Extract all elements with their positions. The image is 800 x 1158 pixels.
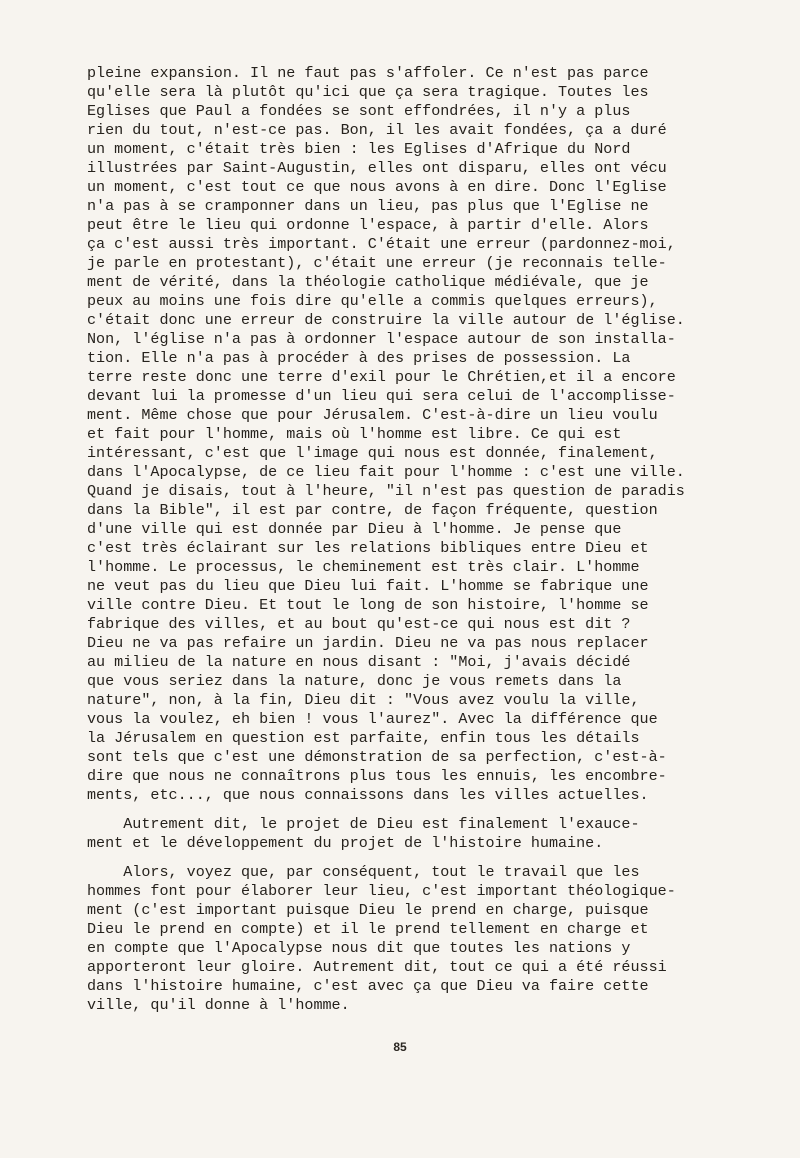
text-line: Eglises que Paul a fondées se sont effondrées, il n'y a plus xyxy=(87,102,631,120)
text-line: un moment, c'est tout ce que nous avons à en dire. Donc l'Eglise xyxy=(87,178,667,196)
paragraph-1 xyxy=(87,64,727,805)
paragraph-3 xyxy=(87,863,727,1015)
text-line: ments, etc..., que nous connaissons dans les villes actuelles. xyxy=(87,786,649,804)
text-line: Quand je disais, tout à l'heure, "il n'est pas question de paradis xyxy=(87,482,685,500)
text-line: dire que nous ne connaîtrons plus tous les ennuis, les encombre- xyxy=(87,767,667,785)
text-line: ment de vérité, dans la théologie catholique médiévale, que je xyxy=(87,273,649,291)
text-line: rien du tout, n'est-ce pas. Bon, il les avait fondées, ça a duré xyxy=(87,121,667,139)
text-line: peut être le lieu qui ordonne l'espace, à partir d'elle. Alors xyxy=(87,216,649,234)
text-line: et fait pour l'homme, mais où l'homme est libre. Ce qui est xyxy=(87,425,622,443)
text-line: ment et le développement du projet de l'histoire humaine. xyxy=(87,834,604,852)
text-line: n'a pas à se cramponner dans un lieu, pas plus que l'Eglise ne xyxy=(87,197,649,215)
page-number: 85 xyxy=(393,1040,407,1054)
text-line: Non, l'église n'a pas à ordonner l'espace autour de son installa- xyxy=(87,330,676,348)
text-line: ment. Même chose que pour Jérusalem. C'est-à-dire un lieu voulu xyxy=(87,406,658,424)
text-line: devant lui la promesse d'un lieu qui sera celui de l'accomplisse- xyxy=(87,387,676,405)
text-line: Dieu le prend en compte) et il le prend tellement en charge et xyxy=(87,920,649,938)
text-line: terre reste donc une terre d'exil pour le Chrétien,et il a encore xyxy=(87,368,676,386)
paragraph-2 xyxy=(87,815,727,853)
text-line: Autrement dit, le projet de Dieu est finalement l'exauce- xyxy=(87,815,640,833)
text-line: sont tels que c'est une démonstration de sa perfection, c'est-à- xyxy=(87,748,667,766)
text-line: intéressant, c'est que l'image qui nous est donnée, finalement, xyxy=(87,444,658,462)
text-line: d'une ville qui est donnée par Dieu à l'homme. Je pense que xyxy=(87,520,622,538)
text-line: Dieu ne va pas refaire un jardin. Dieu ne va pas nous replacer xyxy=(87,634,649,652)
text-line: l'homme. Le processus, le cheminement est très clair. L'homme xyxy=(87,558,640,576)
text-line: je parle en protestant), c'était une erreur (je reconnais telle- xyxy=(87,254,667,272)
text-line: que vous seriez dans la nature, donc je vous remets dans la xyxy=(87,672,622,690)
text-line: c'est très éclairant sur les relations bibliques entre Dieu et xyxy=(87,539,649,557)
text-line: dans l'histoire humaine, c'est avec ça que Dieu va faire cette xyxy=(87,977,649,995)
text-line: ne veut pas du lieu que Dieu lui fait. L'homme se fabrique une xyxy=(87,577,649,595)
text-line: Alors, voyez que, par conséquent, tout le travail que les xyxy=(87,863,640,881)
text-line: dans la Bible", il est par contre, de façon fréquente, question xyxy=(87,501,658,519)
text-line: ville, qu'il donne à l'homme. xyxy=(87,996,350,1014)
text-line: nature", non, à la fin, Dieu dit : "Vous avez voulu la ville, xyxy=(87,691,640,709)
text-line: hommes font pour élaborer leur lieu, c'est important théologique- xyxy=(87,882,676,900)
text-line: pleine expansion. Il ne faut pas s'affoler. Ce n'est pas parce xyxy=(87,64,649,82)
text-line: c'était donc une erreur de construire la ville autour de l'église. xyxy=(87,311,685,329)
text-line: tion. Elle n'a pas à procéder à des prises de possession. La xyxy=(87,349,631,367)
text-line: ment (c'est important puisque Dieu le prend en charge, puisque xyxy=(87,901,649,919)
text-line: peux au moins une fois dire qu'elle a commis quelques erreurs), xyxy=(87,292,658,310)
text-line: apporteront leur gloire. Autrement dit, tout ce qui a été réussi xyxy=(87,958,667,976)
text-line: ville contre Dieu. Et tout le long de son histoire, l'homme se xyxy=(87,596,649,614)
text-line: qu'elle sera là plutôt qu'ici que ça sera tragique. Toutes les xyxy=(87,83,649,101)
text-line: en compte que l'Apocalypse nous dit que toutes les nations y xyxy=(87,939,631,957)
text-line: au milieu de la nature en nous disant : "Moi, j'avais décidé xyxy=(87,653,631,671)
text-line: un moment, c'était très bien : les Eglises d'Afrique du Nord xyxy=(87,140,631,158)
text-line: dans l'Apocalypse, de ce lieu fait pour l'homme : c'est une ville. xyxy=(87,463,685,481)
text-line: vous la voulez, eh bien ! vous l'aurez". Avec la différence que xyxy=(87,710,658,728)
text-line: ça c'est aussi très important. C'était une erreur (pardonnez-moi, xyxy=(87,235,676,253)
text-line: la Jérusalem en question est parfaite, enfin tous les détails xyxy=(87,729,640,747)
text-line: fabrique des villes, et au bout qu'est-ce qui nous est dit ? xyxy=(87,615,631,633)
body-text xyxy=(87,64,727,1015)
text-line: illustrées par Saint-Augustin, elles ont disparu, elles ont vécu xyxy=(87,159,667,177)
